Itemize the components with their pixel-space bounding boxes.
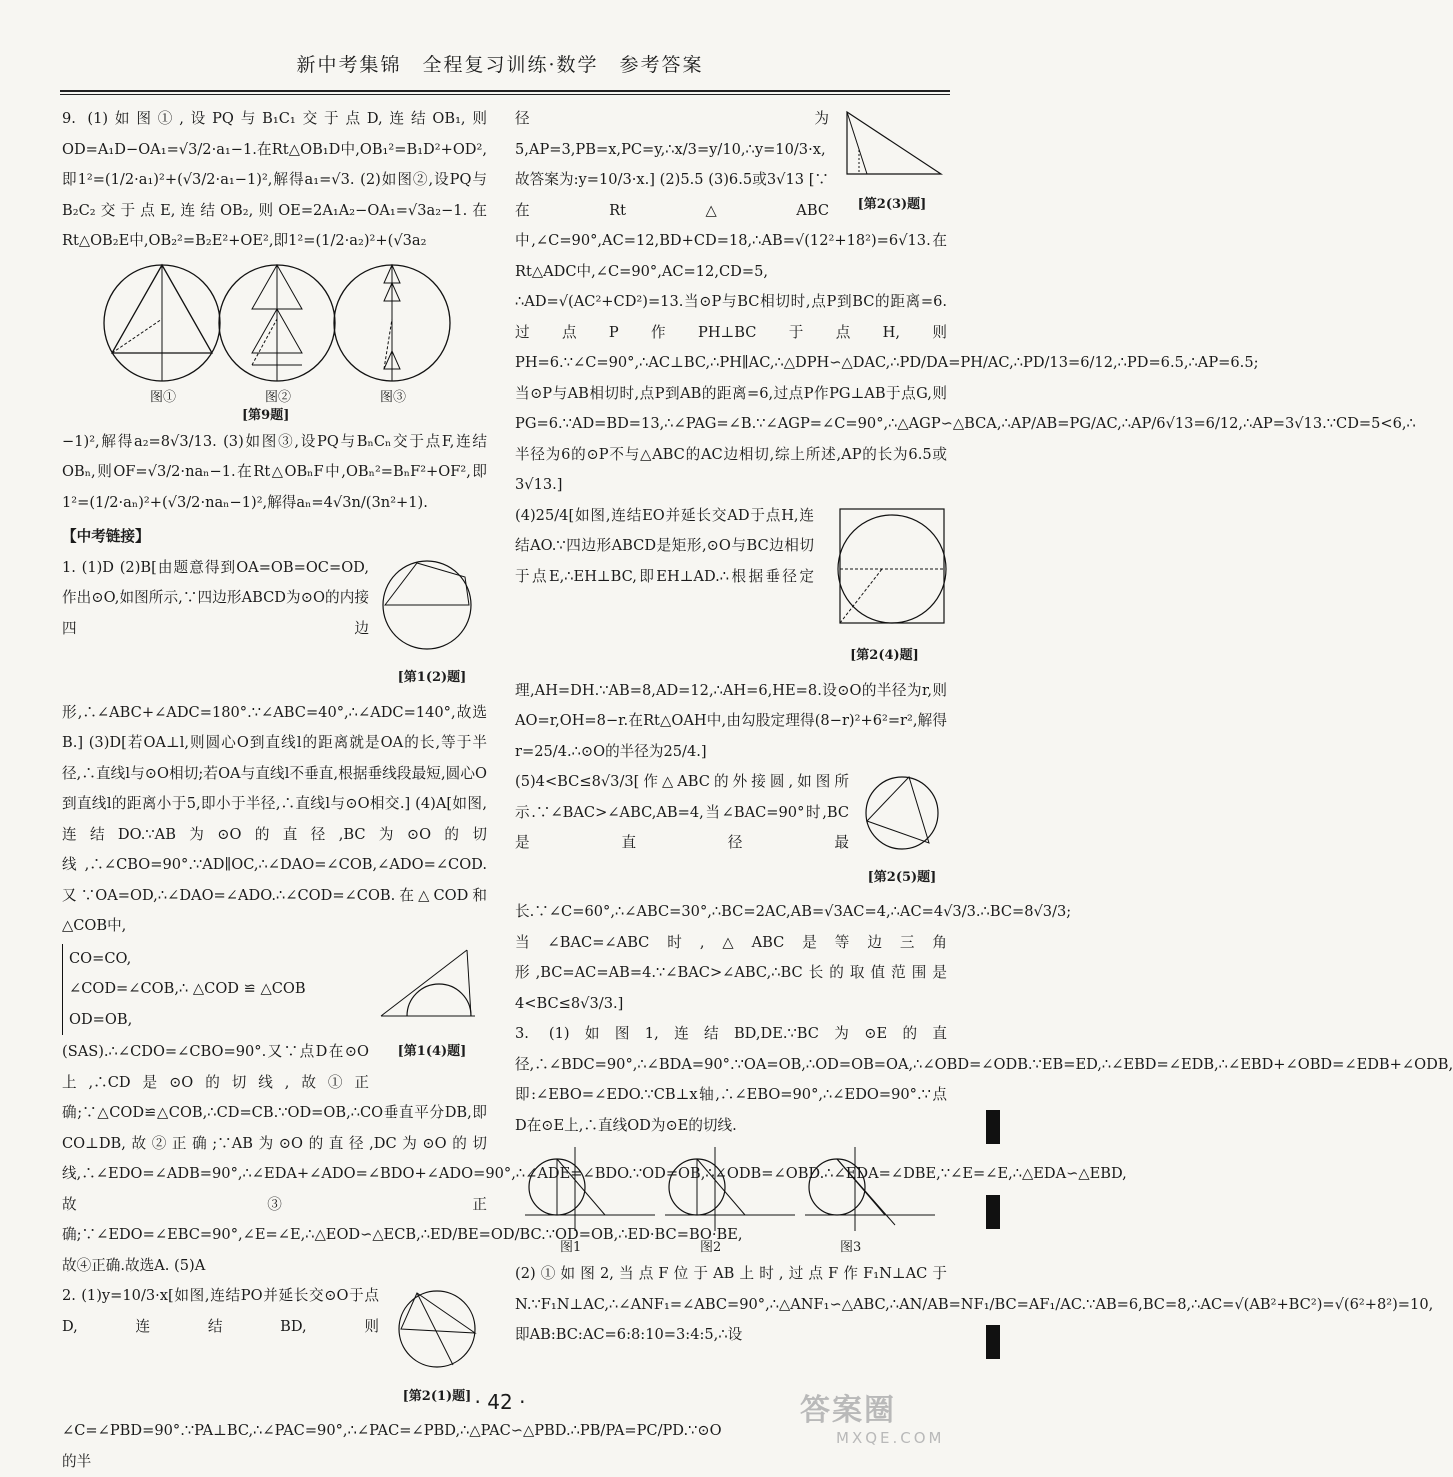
fig-2-3-caption: [第2(3)题] [857, 196, 927, 212]
q3-fig-label-2: 图2 [700, 1240, 722, 1255]
section-title: 【中考链接】 [62, 528, 150, 545]
running-header: 新中考集锦 全程复习训练·数学 参考答案 [296, 54, 704, 76]
fig-2-5-caption: [第2(5)题] [867, 869, 937, 885]
watermark-bottom: MXQE.COM [836, 1429, 945, 1447]
fig-label-2: 图② [265, 389, 292, 405]
watermark-top: 答案圈 [800, 1393, 896, 1428]
q9-figures [62, 261, 487, 421]
q9-text: 9. (1)如图①,设PQ与B₁C₁交于点D,连结OB₁,则OD=A₁D−OA₁=√3/2·a₁−1.在Rt△OB₁D中,OB₁²=B₁D²+OD²,即1²=(1/2·a₁)²+(√3/2·a₁−1)²,解得a₁=√3. (2)如图②,设PQ与B₂C₂交于点E,连结OB₂,则OE=2A₁A₂−OA₁=√3a₂−1.在Rt△OB₂E中,OB₂²=B₂E²+OE²,即1²=(1/2·a₂)²+(√3a₂ [62, 110, 487, 249]
fig-label-1: 图① [150, 389, 177, 405]
header-rule [60, 90, 950, 92]
fig-1-4-svg [377, 946, 487, 1026]
q9-figure-caption: [第9题] [242, 407, 290, 423]
system-line-3: OD=OB, [69, 1010, 133, 1028]
fig-1-2-svg [377, 557, 487, 652]
right-text-2: ∴AD=√(AC²+CD²)=13.当⊙P与BC相切时,点P到BC的距离=6.过点P作PH⊥BC于点H,则PH=6.∵∠C=90°,∴AC⊥BC,∴PH∥AC,∴△DPH∽△DAC,∴PD/DA=PH/AC,∴PD/13=6/12,∴PD=6.5,∴AP=6.5;当⊙P与AB相切时,点P到AB的距离=6,过点P作PG⊥AB于点G,则PG=6.∵AD=BD=13,∴∠PAG=∠B.∵∠AGP=∠C=90°,∴△AGP∽△BCA,∴AP/AB=PG/AC,∴AP/6√13=6/12,∴AP=3√13.∵CD=5<6,∴半径为6的⊙P不与△ABC的AC边相切,综上所述,AP的长为6.5或3√13.] [515, 293, 1416, 493]
edge-tab-mark [986, 1195, 1000, 1229]
page-number: · 42 · [474, 1390, 526, 1414]
q3-figure-svg [515, 1145, 947, 1235]
right-text-3: (4)25/4[如图,连结EO并延长交AD于点H,连结AO.∵四边形ABCD是矩形,⊙O与BC边相切于点E,∴EH⊥BC,即EH⊥AD.∴根据垂径定理,AH=DH.∵AB=8,AD=12,∴AH=6,HE=8.设⊙O的半径为r,则AO=r,OH=8−r.在Rt△OAH中,由勾股定理得(8−r)²+6²=r²,解得r=25/4.∴⊙O的半径为25/4.] [515, 506, 947, 760]
edge-tab-mark [986, 1325, 1000, 1359]
fig-2-3 [837, 108, 947, 220]
q9-text-continued: −1)²,解得a₂=8√3/13. (3)如图③,设PQ与BₙCₙ交于点F,连结OBₙ,则OF=√3/2·naₙ−1.在Rt△OBₙF中,OBₙ²=BₙF²+OF²,即1²=(1/2·aₙ)²+(√3/2·naₙ−1)²,解得aₙ=4√3n/(3n²+1). [62, 432, 487, 511]
fig-2-3-svg [837, 108, 947, 178]
q3-text-continued: (2)①如图2,当点F位于AB上时,过点F作F₁N⊥AC于N.∵F₁N⊥AC,∴∠ANF₁=∠ABC=90°,∴△ANF₁∽△ABC,∴AN/AB=NF₁/BC=AF₁/AC.∵AB=6,BC=8,∴AC=√(AB²+BC²)=√(6²+8²)=10,即AB:BC:AC=6:8:10=3:4:5,∴设 [515, 1265, 1434, 1343]
edge-tab-mark [986, 1110, 1000, 1144]
q1-text-continued: (SAS).∴∠CDO=∠CBO=90°.又∵点D在⊙O上,∴CD是⊙O的切线,故①正确;∵△COD≌△COB,∴CD=CB.∵OD=OB,∴CO垂直平分DB,即CO⊥DB,故②正确;∵AB为⊙O的直径,DC为⊙O的切线,∴∠EDO=∠ADB=90°,∴∠EDA+∠ADO=∠BDO+∠ADO=90°,∴∠ADE=∠BDO.∵OD=OB,∴∠ODB=∠OBD.∴∠EDA=∠DBE,∵∠E=∠E,∴△EDA∽△EBD,故③正确;∵∠EDO=∠EBC=90°,∠E=∠E,∴△EOD∽△ECB,∴ED/BE=OD/BC.∵OD=OB,∴ED·BC=BO·BE,故④正确.故选A. (5)A [62, 1043, 1127, 1274]
fig-2-4 [822, 505, 947, 672]
fig-1-2-caption: [第1(2)题] [397, 670, 467, 685]
fig-2-4-svg [822, 505, 947, 630]
right-text-1: 径为5,AP=3,PB=x,PC=y,∴x/3=y/10,∴y=10/3·x,故答案为:y=10/3·x.] (2)5.5 (3)6.5或3√13 [∵在Rt△ABC中,∠C=90°,AC=12,BD+CD=18,∴AB=√(12²+18²)=6√13.在Rt△ADC中,∠C=90°,AC=12,CD=5, [515, 110, 947, 280]
watermark [800, 1385, 990, 1455]
fig-2-1-caption: [第2(1)题] [402, 1388, 472, 1404]
fig-2-1-svg [387, 1285, 487, 1370]
q3-fig-label-1: 图1 [560, 1240, 582, 1255]
q1-text: 1. (1)D (2)B[由题意得到OA=OB=OC=OD,作出⊙O,如图所示,∵四边形ABCD为⊙O的内接四边形,∴∠ABC+∠ADC=180°.∵∠ABC=40°,∴∠ADC=140°,故选B.] (3)D[若OA⊥l,则圆心O到直线l的距离就是OA的长,等于半径,∴直线l与⊙O相切;若OA与直线l不垂直,根据垂线段最短,圆心O到直线l的距离小于5,即小于半径,∴直线l与⊙O相交.] (4)A[如图,连结DO.∵AB为⊙O的直径,BC为⊙O的切线,∴∠CBO=90°.∵AD∥OC,∴∠DAO=∠COB,∠ADO=∠COD.又∵OA=OD,∴∠DAO=∠ADO.∴∠COD=∠COB.在△COD和△COB中, [62, 558, 487, 934]
header-rule-thin [60, 94, 950, 95]
system-line-1: CO=CO, [69, 949, 132, 967]
fig-1-4 [377, 946, 487, 1068]
fig-label-3: 图③ [380, 389, 407, 405]
fig-2-5 [857, 771, 947, 893]
right-text-4: (5)4<BC≤8√3/3[作△ABC的外接圆,如图所示.∵∠BAC>∠ABC,AB=4,当∠BAC=90°时,BC是直径最长.∵∠C=60°,∴∠ABC=30°,∴BC=2AC,AB=√3AC=4,∴AC=4√3/3.∴BC=8√3/3;当∠BAC=∠ABC时,△ABC是等边三角形,BC=AC=AB=4.∵∠BAC>∠ABC,∴BC长的取值范围是4<BC≤8√3/3.] [515, 773, 1072, 1012]
q3-text: 3. (1)如图1,连结BD,DE.∵BC为⊙E的直径,∴∠BDC=90°,∴∠BDA=90°.∵OA=OB,∴OD=OB=OA,∴∠OBD=∠ODB.∵EB=ED,∴∠EBD=∠EDB,∴∠EBD+∠OBD=∠EDB+∠ODB,即:∠EBO=∠EDO.∵CB⊥x轴,∴∠EBO=90°,∴∠EDO=90°.∵点D在⊙E上,∴直线OD为⊙E的切线. [515, 1025, 1453, 1134]
q3-fig-label-3: 图3 [840, 1240, 862, 1255]
fig-2-4-caption: [第2(4)题] [850, 648, 919, 663]
system-line-2: ∠COD=∠COB,∴ △COD ≌ △COB [69, 980, 306, 997]
q3-figures [515, 1145, 947, 1253]
fig-1-4-caption: [第1(4)题] [397, 1044, 467, 1059]
fig-2-5-svg [857, 771, 947, 851]
fig-1-2 [377, 557, 487, 694]
q2-text: 2. (1)y=10/3·x[如图,连结PO并延长交⊙O于点D,连结BD,则∠C=∠PBD=90°.∵PA⊥BC,∴∠PAC=90°,∴∠PAC=∠PBD,∴△PAC∽△PBD.∴PB/PA=PC/PD.∵⊙O的半 [62, 1287, 722, 1470]
